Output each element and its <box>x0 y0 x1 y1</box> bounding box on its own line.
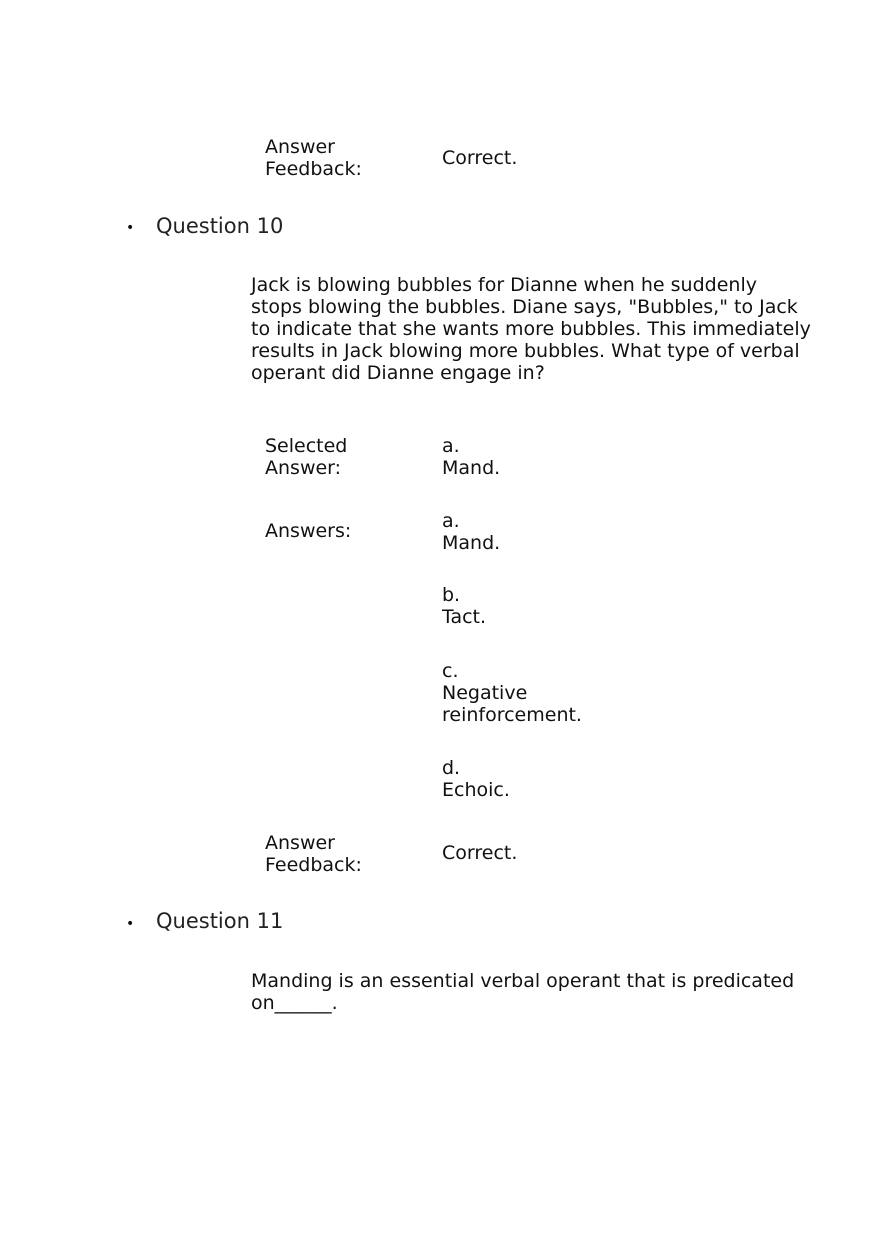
answer-option-letter: d. <box>442 757 461 779</box>
answer-option-text: Tact. <box>442 606 487 628</box>
selected-answer-label: Selected Answer: <box>265 435 348 479</box>
question-11-text: Manding is an essential verbal operant that is predicated on______. <box>251 970 795 1014</box>
answer-option-d <box>442 757 772 801</box>
question-10-text: Jack is blowing bubbles for Dianne when he suddenly stops blowing the bubbles. Diane says, "Bubbles," to Jack to indicate that she wants more bubbles. This immediately results in Jack blowing more bubbles. What type of verbal operant did Dianne engage in? <box>251 274 811 384</box>
question-10-feedback-label: Answer Feedback: <box>265 832 362 876</box>
answer-option-letter: b. <box>442 584 461 606</box>
answer-option-text: Echoic. <box>442 779 510 801</box>
answer-option-text: Negative reinforcement. <box>442 682 582 726</box>
selected-answer-letter: a. <box>442 435 460 457</box>
answers-label: Answers: <box>265 520 352 542</box>
answer-option-b <box>442 584 772 628</box>
list-bullet: • <box>126 916 135 932</box>
list-bullet: • <box>126 220 135 236</box>
answer-option-text: Mand. <box>442 532 501 554</box>
question-11-title: Question 11 <box>156 909 284 933</box>
question-10-feedback-value: Correct. <box>442 842 518 864</box>
selected-answer-text: Mand. <box>442 457 501 479</box>
answer-option-c <box>442 660 602 726</box>
question-10-title: Question 10 <box>156 214 284 238</box>
answer-feedback-label: Answer Feedback: <box>265 136 362 180</box>
answer-option-a <box>442 510 772 554</box>
answer-feedback-value: Correct. <box>442 147 518 169</box>
answer-option-letter: c. <box>442 660 459 682</box>
selected-answer-value <box>442 435 772 479</box>
answer-option-letter: a. <box>442 510 460 532</box>
